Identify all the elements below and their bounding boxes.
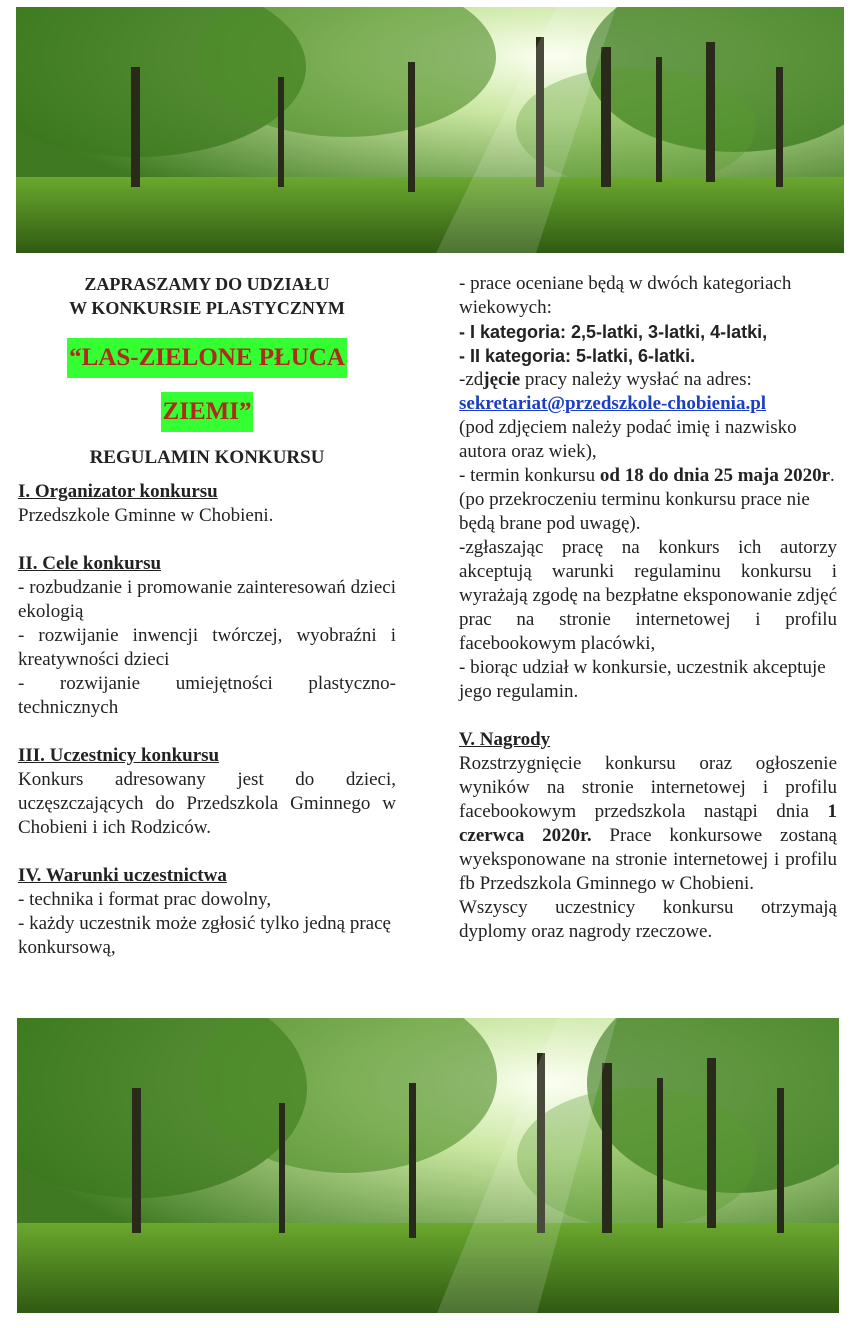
organizer-text: Przedszkole Gminne w Chobieni.: [18, 505, 274, 526]
invite-line-2: W KONKURSIE PLASTYCZNYM: [69, 298, 345, 318]
condition-item: - technika i format prac dowolny,: [18, 889, 272, 910]
condition-item: - prace oceniane będą w dwóch kategoriach wiekowych:: [459, 273, 792, 318]
right-column: [459, 272, 837, 944]
term-dates: od 18 do dnia 25 maja 2020r: [599, 465, 831, 486]
forest-banner-top: [16, 7, 844, 253]
prizes-closing: Wszyscy uczestnicy konkursu otrzymają dyplomy oraz nagrody rzeczowe.: [459, 897, 837, 942]
photo-suffix: pracy należy wysłać na adres:: [520, 369, 752, 390]
conditions-heading: IV. Warunki uczestnictwa: [18, 865, 227, 886]
condition-item: - każdy uczestnik może zgłosić tylko jedną pracę konkursową,: [18, 913, 391, 958]
forest-banner-bottom: [17, 1018, 839, 1313]
prizes-suffix: Prace konkursowe zostaną wyeksponowane na stronie internetowej i profilu fb Przedszkola Gminnego w Chobieni.: [459, 825, 837, 894]
participants-heading: III. Uczestnicy konkursu: [18, 745, 220, 766]
consent-text: -zgłaszając pracę na konkurs ich autorzy akceptują warunki regulaminu konkursu i wyrażają zgodę na bezpłatne eksponowanie zdjęć prac na stronie internetowej i profilu facebookowym placówki,: [459, 537, 837, 654]
term-text: [459, 464, 837, 536]
term-prefix: - termin konkursu: [459, 465, 600, 486]
participants-text: Konkurs adresowany jest do dzieci, uczęszczających do Przedszkola Gminnego w Chobieni i ich Rodziców.: [18, 769, 396, 838]
category-1: - I kategoria: 2,5-latki, 3-latki, 4-latki,: [459, 322, 768, 342]
prizes-prefix: Rozstrzygnięcie konkursu oraz ogłoszenie wyników na stronie internetowej i profilu facebookowym przedszkola nastąpi dnia: [459, 753, 837, 822]
photo-prefix: -zd: [459, 369, 484, 390]
prizes-text: [459, 752, 837, 896]
contest-title-line-1: “LAS-ZIELONE PŁUCA: [67, 338, 347, 378]
accept-text: - biorąc udział w konkursie, uczestnik akceptuje jego regulamin.: [459, 657, 826, 702]
invite-heading: [18, 272, 396, 320]
term-suffix: . (po przekroczeniu terminu konkursu prace nie będą brane pod uwagę).: [459, 465, 835, 534]
photo-instruction: [459, 368, 837, 392]
invite-line-1: ZAPRASZAMY DO UDZIAŁU: [84, 274, 330, 294]
contest-title: [18, 338, 396, 432]
goal-item: - rozwijanie umiejętności plastyczno-technicznych: [18, 673, 396, 718]
email-link[interactable]: sekretariat@przedszkole-chobienia.pl: [459, 393, 767, 414]
organizer-heading: I. Organizator konkursu: [18, 481, 218, 502]
left-column: [18, 272, 396, 960]
photo-note: (pod zdjęciem należy podać imię i nazwisko autora oraz wiek),: [459, 417, 797, 462]
photo-bold: jęcie: [483, 369, 521, 390]
category-2: - II kategoria: 5-latki, 6-latki.: [459, 346, 696, 366]
prizes-date: 1 czerwca 2020r.: [459, 801, 837, 846]
regulations-title: REGULAMIN KONKURSU: [89, 447, 325, 468]
contest-title-line-2: ZIEMI”: [161, 392, 254, 432]
goal-item: - rozbudzanie i promowanie zainteresowań dzieci ekologią: [18, 577, 396, 622]
goals-heading: II. Cele konkursu: [18, 553, 162, 574]
prizes-heading: V. Nagrody: [459, 729, 551, 750]
goal-item: - rozwijanie inwencji twórczej, wyobraźni i kreatywności dzieci: [18, 625, 396, 670]
